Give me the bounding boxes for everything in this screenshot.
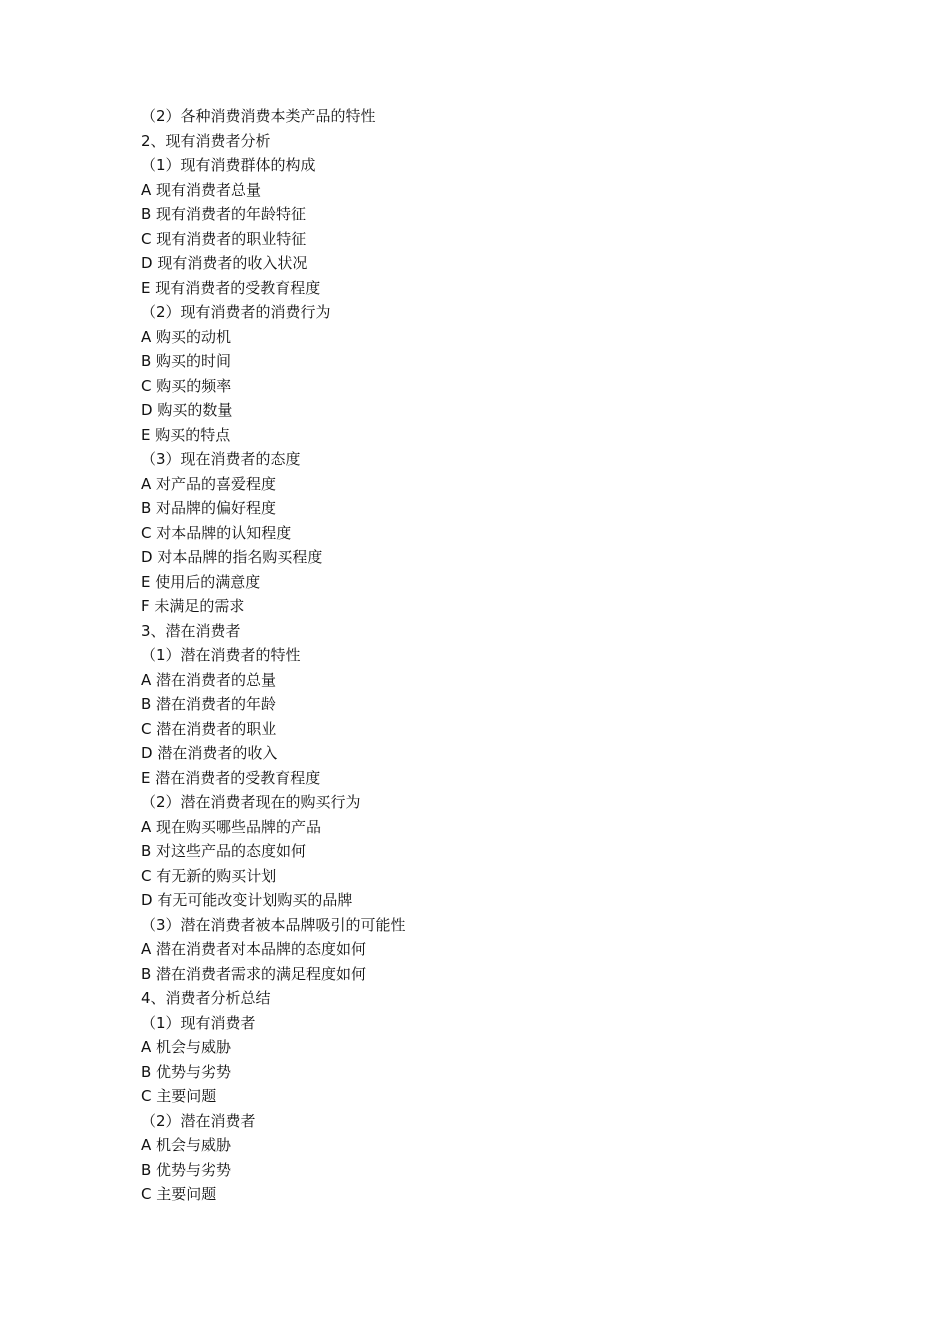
list-item: B 潜在消费者需求的满足程度如何	[141, 964, 367, 983]
list-item: C 潜在消费者的职业	[141, 719, 277, 738]
list-item: C 购买的频率	[141, 376, 232, 395]
subheading-line: （3）现在消费者的态度	[141, 450, 301, 468]
subheading-line: （1）潜在消费者的特性	[141, 646, 301, 664]
list-item: B 优势与劣势	[141, 1062, 232, 1081]
list-item: E 使用后的满意度	[141, 572, 261, 591]
list-item: A 潜在消费者的总量	[141, 670, 277, 689]
list-item: B 现有消费者的年龄特征	[141, 205, 307, 223]
document-body	[141, 104, 841, 1207]
list-item: D 购买的数量	[141, 401, 233, 419]
list-item: B 对品牌的偏好程度	[141, 499, 277, 517]
list-item: D 现有消费者的收入状况	[141, 254, 308, 272]
list-item: D 潜在消费者的收入	[141, 744, 278, 762]
list-item: D 对本品牌的指名购买程度	[141, 548, 323, 566]
section-heading: 2、现有消费者分析	[141, 131, 271, 150]
list-item: E 现有消费者的受教育程度	[141, 278, 321, 297]
list-item: B 购买的时间	[141, 352, 232, 370]
section-heading: 4、消费者分析总结	[141, 989, 271, 1007]
list-item: A 潜在消费者对本品牌的态度如何	[141, 940, 367, 958]
list-item: E 购买的特点	[141, 425, 231, 444]
list-item: A 机会与威胁	[141, 1136, 232, 1154]
list-item: B 对这些产品的态度如何	[141, 842, 307, 860]
list-item: C 有无新的购买计划	[141, 866, 277, 885]
subheading-line: （1）现有消费者	[141, 1013, 256, 1032]
subheading-line: （2）潜在消费者	[141, 1111, 256, 1130]
subheading-line: （2）现有消费者的消费行为	[141, 303, 331, 321]
subheading-line: （1）现有消费群体的构成	[141, 156, 316, 174]
list-item: C 对本品牌的认知程度	[141, 523, 292, 542]
list-item: B 潜在消费者的年龄	[141, 695, 277, 713]
list-item: F 未满足的需求	[141, 597, 245, 615]
list-item: C 主要问题	[141, 1087, 217, 1105]
list-item: D 有无可能改变计划购买的品牌	[141, 891, 353, 909]
list-item: C 主要问题	[141, 1185, 217, 1203]
list-item: A 对产品的喜爱程度	[141, 474, 277, 493]
subheading-line: （2）潜在消费者现在的购买行为	[141, 793, 361, 811]
list-item: E 潜在消费者的受教育程度	[141, 768, 321, 787]
list-item: A 机会与威胁	[141, 1038, 232, 1056]
subheading-line: （2）各种消费消费本类产品的特性	[141, 107, 376, 125]
subheading-line: （3）潜在消费者被本品牌吸引的可能性	[141, 915, 406, 934]
list-item: A 购买的动机	[141, 327, 232, 346]
section-heading: 3、潜在消费者	[141, 621, 241, 640]
list-item: B 优势与劣势	[141, 1160, 232, 1179]
list-item: A 现有消费者总量	[141, 180, 262, 199]
list-item: C 现有消费者的职业特征	[141, 229, 307, 248]
list-item: A 现在购买哪些品牌的产品	[141, 817, 322, 836]
